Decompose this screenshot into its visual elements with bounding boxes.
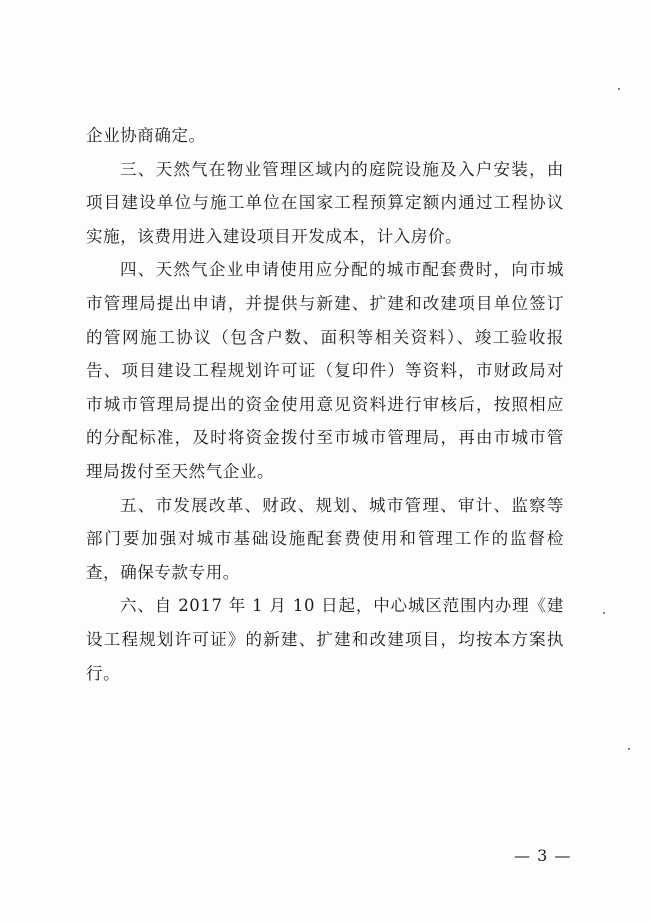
paragraph-continuation: 企业协商确定。 [86, 126, 206, 145]
scan-speck [603, 612, 605, 614]
paragraph-item-6: 六、自 2017 年 1 月 10 日起，中心城区范围内办理《建设工程规划许可证》的新建、扩建和改建项目，均按本方案执行。 [86, 596, 564, 683]
document-body [86, 119, 564, 690]
page-number: — 3 — [514, 846, 572, 865]
scan-speck [628, 748, 630, 750]
paragraph-item-5: 五、市发展改革、财政、规划、城市管理、审计、监察等部门要加强对城市基础设施配套费使用和管理工作的监督检查，确保专款专用。 [86, 495, 564, 582]
scan-speck [618, 88, 620, 90]
paragraph-item-4: 四、天然气企业申请使用应分配的城市配套费时，向市城市管理局提出申请，并提供与新建、扩建和改建项目单位签订的管网施工协议（包含户数、面积等相关资料）、竣工验收报告、项目建设工程规划许可证（复印件）等资料，市财政局对市城市管理局提出的资金使用意见资料进行审核后，按照相应的分配标准，及时将资金拨付至市城市管理局，再由市城市管理局拨付至天然气企业。 [86, 260, 564, 481]
paragraph-item-3: 三、天然气在物业管理区域内的庭院设施及入户安装，由项目建设单位与施工单位在国家工程预算定额内通过工程协议实施，该费用进入建设项目开发成本，计入房价。 [86, 159, 564, 246]
